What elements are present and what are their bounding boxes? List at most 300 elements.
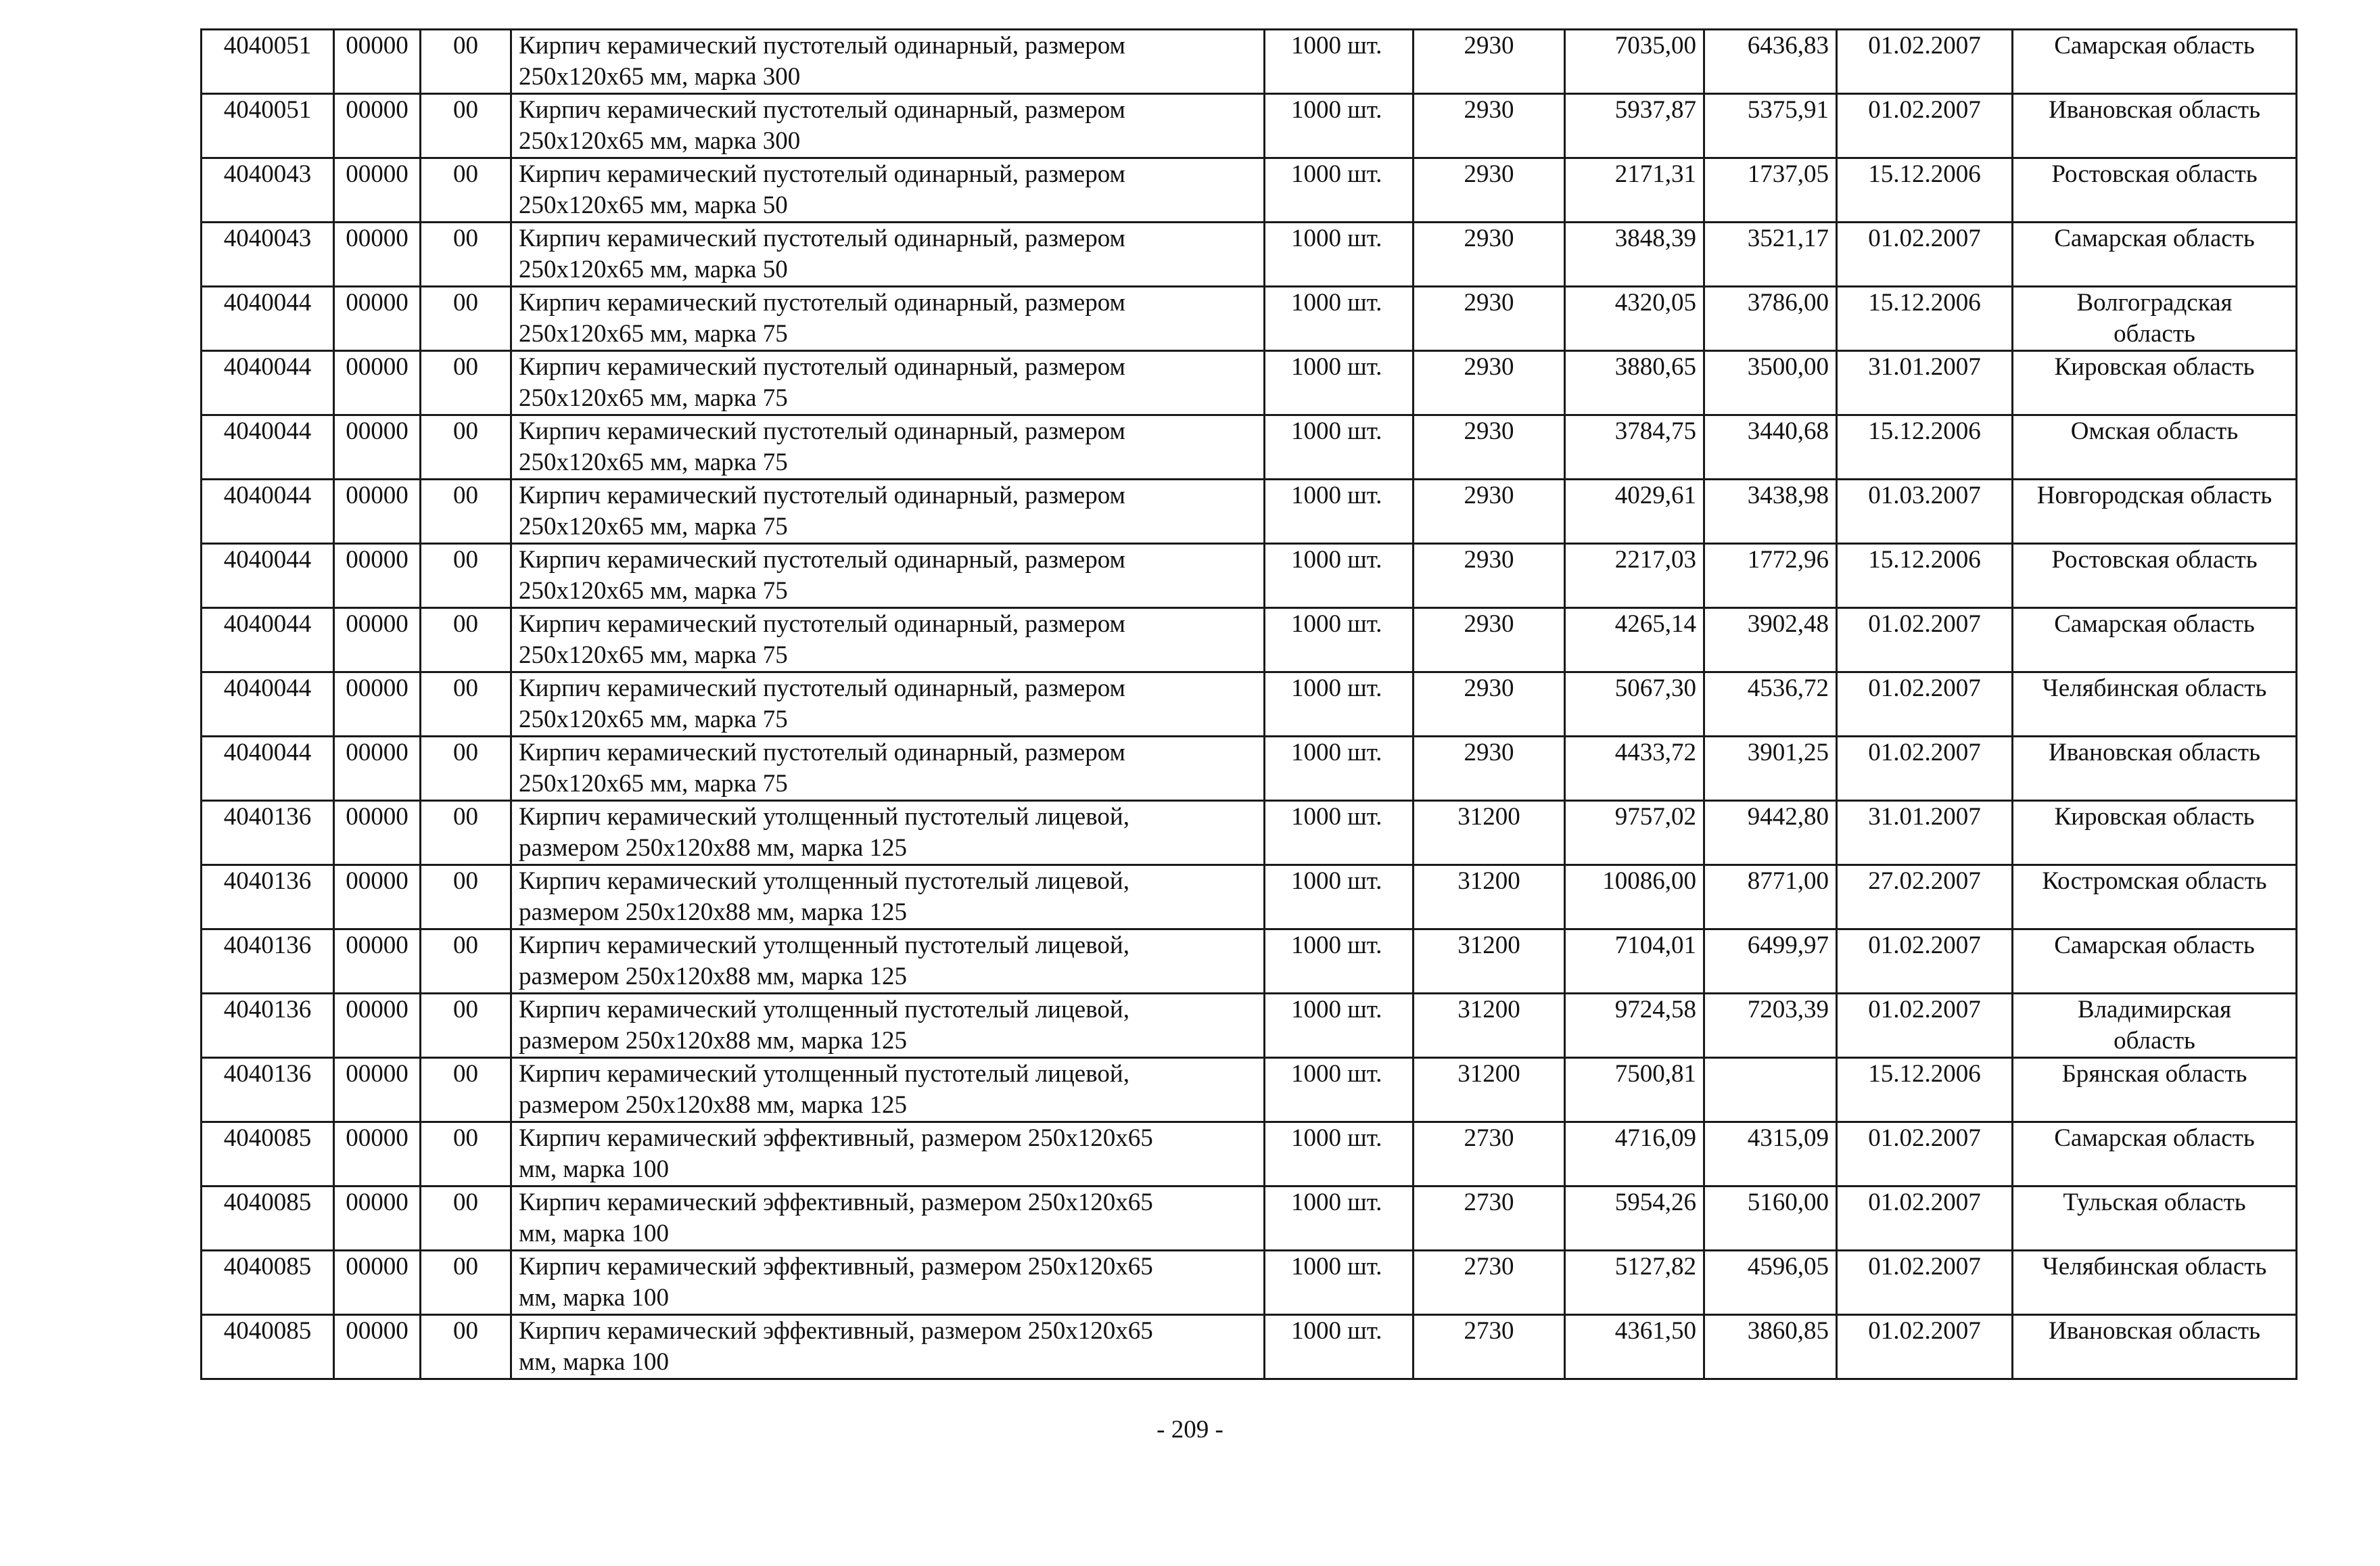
sub-code-cell	[334, 1315, 421, 1379]
price-with-vat-text: 2171,31	[1614, 160, 1696, 188]
price-date-text: 01.02.2007	[1868, 225, 1981, 252]
price-with-vat-text: 5127,82	[1614, 1253, 1696, 1281]
price-date-cell	[1837, 801, 2013, 865]
okp-code-cell	[1414, 929, 1565, 994]
material-name-text: 250х120х65 мм, марка 75	[519, 577, 788, 605]
price-date-text: 15.12.2006	[1868, 289, 1981, 317]
price-without-vat-cell	[1704, 544, 1837, 608]
price-with-vat-text: 4433,72	[1614, 739, 1696, 766]
material-name-text: Кирпич керамический пустотелый одинарный, размером	[519, 610, 1125, 638]
price-with-vat-cell	[1565, 30, 1704, 94]
price-date-cell	[1837, 158, 2013, 223]
price-date-text: 01.03.2007	[1868, 482, 1981, 509]
price-date-cell	[1837, 1315, 2013, 1379]
unit-cell	[1265, 672, 1414, 737]
sub-code-cell	[334, 1058, 421, 1122]
material-name-text: 250х120х65 мм, марка 75	[519, 320, 788, 348]
version-code-text: 00	[453, 739, 478, 766]
material-name-text: Кирпич керамический эффективный, размером 250х120х65	[519, 1124, 1153, 1152]
region-text: Самарская область	[2054, 225, 2255, 252]
sub-code-text: 00000	[346, 482, 409, 509]
price-date-cell	[1837, 415, 2013, 480]
price-without-vat-cell	[1704, 1187, 1837, 1251]
region-cell	[2013, 1315, 2297, 1379]
price-without-vat-cell	[1704, 223, 1837, 287]
region-text: Ростовская область	[2051, 160, 2258, 188]
sub-code-cell	[334, 351, 421, 415]
table-row	[202, 1122, 2297, 1187]
price-date-cell	[1837, 865, 2013, 929]
sub-code-text: 00000	[346, 803, 409, 831]
price-with-vat-text: 4361,50	[1614, 1317, 1696, 1345]
region-text: Костромская область	[2042, 867, 2267, 895]
material-name-text: Кирпич керамический утолщенный пустотелый лицевой,	[519, 803, 1129, 831]
sub-code-cell	[334, 287, 421, 351]
price-date-text: 01.02.2007	[1868, 610, 1981, 638]
price-date-cell	[1837, 929, 2013, 994]
price-with-vat-cell	[1565, 351, 1704, 415]
price-date-cell	[1837, 608, 2013, 672]
unit-cell	[1265, 544, 1414, 608]
unit-text: 1000 шт.	[1291, 739, 1382, 766]
table-row	[202, 30, 2297, 94]
material-name-text: Кирпич керамический пустотелый одинарный, размером	[519, 482, 1125, 509]
table-row	[202, 1187, 2297, 1251]
region-cell	[2013, 1251, 2297, 1315]
unit-text: 1000 шт.	[1291, 996, 1382, 1023]
table-row	[202, 94, 2297, 158]
material-name-cell	[511, 1122, 1265, 1187]
okp-code-cell	[1414, 1251, 1565, 1315]
version-code-cell	[421, 994, 511, 1058]
price-date-text: 01.02.2007	[1868, 32, 1981, 60]
material-code-cell	[202, 544, 334, 608]
material-name-text: мм, марка 100	[519, 1220, 669, 1247]
price-with-vat-cell	[1565, 544, 1704, 608]
price-without-vat-text: 4315,09	[1747, 1124, 1829, 1152]
price-with-vat-text: 3848,39	[1614, 225, 1696, 252]
price-without-vat-cell	[1704, 801, 1837, 865]
sub-code-cell	[334, 30, 421, 94]
region-cell	[2013, 158, 2297, 223]
price-date-cell	[1837, 1058, 2013, 1122]
price-without-vat-cell	[1704, 287, 1837, 351]
sub-code-text: 00000	[346, 1317, 409, 1345]
price-date-cell	[1837, 1251, 2013, 1315]
region-cell	[2013, 1187, 2297, 1251]
unit-text: 1000 шт.	[1291, 1317, 1382, 1345]
sub-code-cell	[334, 223, 421, 287]
material-name-text: размером 250х120х88 мм, марка 125	[519, 1027, 908, 1055]
unit-text: 1000 шт.	[1291, 546, 1382, 574]
material-name-cell	[511, 351, 1265, 415]
table-row	[202, 929, 2297, 994]
okp-code-text: 2930	[1464, 353, 1514, 381]
price-with-vat-cell	[1565, 865, 1704, 929]
price-with-vat-cell	[1565, 94, 1704, 158]
version-code-text: 00	[453, 996, 478, 1023]
material-code-cell	[202, 1122, 334, 1187]
unit-cell	[1265, 158, 1414, 223]
material-code-cell	[202, 737, 334, 801]
unit-text: 1000 шт.	[1291, 1189, 1382, 1216]
price-with-vat-text: 9724,58	[1614, 996, 1696, 1023]
sub-code-text: 00000	[346, 1253, 409, 1281]
okp-code-text: 2930	[1464, 610, 1514, 638]
version-code-text: 00	[453, 289, 478, 317]
unit-text: 1000 шт.	[1291, 32, 1382, 60]
material-code-cell	[202, 1058, 334, 1122]
unit-cell	[1265, 223, 1414, 287]
version-code-cell	[421, 672, 511, 737]
price-without-vat-cell	[1704, 1251, 1837, 1315]
okp-code-cell	[1414, 1122, 1565, 1187]
price-date-cell	[1837, 480, 2013, 544]
okp-code-cell	[1414, 287, 1565, 351]
region-cell	[2013, 865, 2297, 929]
price-without-vat-cell	[1704, 737, 1837, 801]
okp-code-text: 31200	[1457, 803, 1520, 831]
price-date-text: 01.02.2007	[1868, 96, 1981, 124]
sub-code-cell	[334, 158, 421, 223]
version-code-text: 00	[453, 674, 478, 702]
sub-code-text: 00000	[346, 1124, 409, 1152]
price-date-text: 01.02.2007	[1868, 1124, 1981, 1152]
table-row	[202, 1315, 2297, 1379]
region-text: Челябинская область	[2042, 674, 2267, 702]
material-name-cell	[511, 415, 1265, 480]
price-date-cell	[1837, 30, 2013, 94]
price-date-text: 15.12.2006	[1868, 1060, 1981, 1088]
okp-code-cell	[1414, 994, 1565, 1058]
table-row	[202, 415, 2297, 480]
material-code-cell	[202, 287, 334, 351]
material-code-text: 4040085	[223, 1124, 312, 1152]
material-code-text: 4040043	[223, 225, 312, 252]
material-code-cell	[202, 94, 334, 158]
region-text: область	[2114, 1027, 2195, 1055]
region-text: Владимирская	[2077, 996, 2232, 1023]
sub-code-text: 00000	[346, 931, 409, 959]
sub-code-cell	[334, 801, 421, 865]
material-name-text: размером 250х120х88 мм, марка 125	[519, 963, 908, 990]
price-date-text: 01.02.2007	[1868, 674, 1981, 702]
unit-cell	[1265, 801, 1414, 865]
table-row	[202, 801, 2297, 865]
material-name-cell	[511, 94, 1265, 158]
material-name-text: мм, марка 100	[519, 1284, 669, 1312]
material-name-cell	[511, 1315, 1265, 1379]
unit-text: 1000 шт.	[1291, 225, 1382, 252]
price-table-body	[202, 30, 2297, 1379]
material-code-text: 4040043	[223, 160, 312, 188]
material-name-text: 250х120х65 мм, марка 50	[519, 191, 788, 219]
price-without-vat-text: 6436,83	[1747, 32, 1829, 60]
unit-cell	[1265, 287, 1414, 351]
unit-text: 1000 шт.	[1291, 867, 1382, 895]
price-date-text: 15.12.2006	[1868, 546, 1981, 574]
price-without-vat-text: 3860,85	[1747, 1317, 1829, 1345]
material-name-cell	[511, 158, 1265, 223]
material-code-text: 4040044	[223, 482, 312, 509]
unit-text: 1000 шт.	[1291, 1060, 1382, 1088]
region-text: Новгородская область	[2036, 482, 2272, 509]
region-text: Ивановская область	[2049, 1317, 2260, 1345]
price-without-vat-cell	[1704, 480, 1837, 544]
unit-text: 1000 шт.	[1291, 610, 1382, 638]
version-code-cell	[421, 544, 511, 608]
unit-cell	[1265, 351, 1414, 415]
version-code-text: 00	[453, 160, 478, 188]
price-with-vat-cell	[1565, 1251, 1704, 1315]
material-name-text: Кирпич керамический пустотелый одинарный, размером	[519, 353, 1125, 381]
material-name-text: Кирпич керамический утолщенный пустотелый лицевой,	[519, 996, 1129, 1023]
version-code-text: 00	[453, 1124, 478, 1152]
sub-code-cell	[334, 544, 421, 608]
page-number: - 209 -	[1157, 1416, 1223, 1444]
sub-code-text: 00000	[346, 353, 409, 381]
price-without-vat-text: 1737,05	[1747, 160, 1829, 188]
price-without-vat-cell	[1704, 30, 1837, 94]
region-text: Ростовская область	[2051, 546, 2258, 574]
material-code-cell	[202, 1315, 334, 1379]
price-with-vat-text: 10086,00	[1602, 867, 1696, 895]
okp-code-cell	[1414, 737, 1565, 801]
table-row	[202, 480, 2297, 544]
version-code-text: 00	[453, 353, 478, 381]
sub-code-text: 00000	[346, 1060, 409, 1088]
sub-code-cell	[334, 929, 421, 994]
price-without-vat-cell	[1704, 865, 1837, 929]
material-code-text: 4040044	[223, 289, 312, 317]
material-name-cell	[511, 1187, 1265, 1251]
region-text: Омская область	[2070, 417, 2239, 445]
unit-cell	[1265, 608, 1414, 672]
okp-code-text: 2730	[1464, 1189, 1514, 1216]
price-with-vat-text: 7035,00	[1614, 32, 1696, 60]
sub-code-text: 00000	[346, 225, 409, 252]
price-date-text: 01.02.2007	[1868, 1189, 1981, 1216]
material-name-text: Кирпич керамический пустотелый одинарный, размером	[519, 739, 1125, 766]
region-cell	[2013, 480, 2297, 544]
price-without-vat-text: 3500,00	[1747, 353, 1829, 381]
version-code-text: 00	[453, 1189, 478, 1216]
region-cell	[2013, 737, 2297, 801]
material-name-cell	[511, 608, 1265, 672]
material-name-text: Кирпич керамический утолщенный пустотелый лицевой,	[519, 1060, 1129, 1088]
okp-code-text: 31200	[1457, 867, 1520, 895]
okp-code-text: 2930	[1464, 546, 1514, 574]
table-row	[202, 223, 2297, 287]
price-with-vat-cell	[1565, 415, 1704, 480]
sub-code-cell	[334, 1251, 421, 1315]
version-code-cell	[421, 865, 511, 929]
material-code-cell	[202, 865, 334, 929]
version-code-text: 00	[453, 225, 478, 252]
material-code-text: 4040044	[223, 417, 312, 445]
okp-code-text: 31200	[1457, 996, 1520, 1023]
material-name-text: Кирпич керамический пустотелый одинарный, размером	[519, 160, 1125, 188]
version-code-cell	[421, 30, 511, 94]
okp-code-cell	[1414, 94, 1565, 158]
version-code-text: 00	[453, 482, 478, 509]
price-date-text: 15.12.2006	[1868, 160, 1981, 188]
price-with-vat-text: 9757,02	[1614, 803, 1696, 831]
material-name-cell	[511, 672, 1265, 737]
version-code-cell	[421, 801, 511, 865]
table-row	[202, 672, 2297, 737]
material-name-cell	[511, 223, 1265, 287]
version-code-text: 00	[453, 417, 478, 445]
price-with-vat-text: 5937,87	[1614, 96, 1696, 124]
sub-code-text: 00000	[346, 867, 409, 895]
table-row	[202, 737, 2297, 801]
version-code-cell	[421, 737, 511, 801]
version-code-cell	[421, 287, 511, 351]
sub-code-cell	[334, 415, 421, 480]
material-name-text: Кирпич керамический пустотелый одинарный, размером	[519, 674, 1125, 702]
price-without-vat-cell	[1704, 351, 1837, 415]
price-date-text: 01.02.2007	[1868, 739, 1981, 766]
material-code-text: 4040136	[223, 803, 312, 831]
material-name-cell	[511, 801, 1265, 865]
sub-code-text: 00000	[346, 1189, 409, 1216]
version-code-cell	[421, 608, 511, 672]
material-name-cell	[511, 929, 1265, 994]
price-date-text: 01.02.2007	[1868, 931, 1981, 959]
region-text: Тульская область	[2063, 1189, 2246, 1216]
region-text: Брянская область	[2061, 1060, 2247, 1088]
price-date-text: 31.01.2007	[1868, 803, 1981, 831]
material-code-cell	[202, 1187, 334, 1251]
price-without-vat-text: 4536,72	[1747, 674, 1829, 702]
price-with-vat-text: 7104,01	[1614, 931, 1696, 959]
material-name-text: Кирпич керамический пустотелый одинарный, размером	[519, 417, 1125, 445]
okp-code-text: 2730	[1464, 1124, 1514, 1152]
price-with-vat-cell	[1565, 608, 1704, 672]
region-cell	[2013, 287, 2297, 351]
material-name-text: 250х120х65 мм, марка 75	[519, 513, 788, 540]
region-text: область	[2114, 320, 2195, 348]
material-code-text: 4040044	[223, 739, 312, 766]
okp-code-text: 2930	[1464, 739, 1514, 766]
price-with-vat-text: 7500,81	[1614, 1060, 1696, 1088]
sub-code-cell	[334, 737, 421, 801]
price-with-vat-text: 5954,26	[1614, 1189, 1696, 1216]
okp-code-text: 2930	[1464, 417, 1514, 445]
price-without-vat-cell	[1704, 1315, 1837, 1379]
material-name-text: 250х120х65 мм, марка 75	[519, 770, 788, 798]
unit-text: 1000 шт.	[1291, 160, 1382, 188]
price-date-text: 01.02.2007	[1868, 1317, 1981, 1345]
table-row	[202, 994, 2297, 1058]
region-text: Ивановская область	[2049, 739, 2260, 766]
material-code-cell	[202, 801, 334, 865]
unit-cell	[1265, 480, 1414, 544]
material-name-text: Кирпич керамический эффективный, размером 250х120х65	[519, 1253, 1153, 1281]
material-name-text: Кирпич керамический утолщенный пустотелый лицевой,	[519, 931, 1129, 959]
material-name-text: размером 250х120х88 мм, марка 125	[519, 1091, 908, 1119]
material-code-cell	[202, 223, 334, 287]
material-name-text: Кирпич керамический эффективный, размером 250х120х65	[519, 1189, 1153, 1216]
material-name-cell	[511, 480, 1265, 544]
okp-code-cell	[1414, 480, 1565, 544]
version-code-cell	[421, 1315, 511, 1379]
material-name-text: 250х120х65 мм, марка 75	[519, 641, 788, 669]
price-with-vat-cell	[1565, 287, 1704, 351]
okp-code-cell	[1414, 30, 1565, 94]
version-code-text: 00	[453, 610, 478, 638]
price-with-vat-cell	[1565, 929, 1704, 994]
okp-code-cell	[1414, 608, 1565, 672]
version-code-text: 00	[453, 931, 478, 959]
unit-cell	[1265, 415, 1414, 480]
material-name-text: Кирпич керамический пустотелый одинарный, размером	[519, 546, 1125, 574]
material-name-text: Кирпич керамический пустотелый одинарный, размером	[519, 32, 1125, 60]
unit-text: 1000 шт.	[1291, 1253, 1382, 1281]
unit-cell	[1265, 1251, 1414, 1315]
price-with-vat-cell	[1565, 672, 1704, 737]
material-name-text: 250х120х65 мм, марка 75	[519, 448, 788, 476]
okp-code-text: 2930	[1464, 96, 1514, 124]
unit-text: 1000 шт.	[1291, 803, 1382, 831]
price-without-vat-cell	[1704, 415, 1837, 480]
price-without-vat-text: 3440,68	[1747, 417, 1829, 445]
region-text: Кировская область	[2054, 803, 2255, 831]
region-cell	[2013, 994, 2297, 1058]
unit-cell	[1265, 1315, 1414, 1379]
material-name-text: Кирпич керамический пустотелый одинарный, размером	[519, 289, 1125, 317]
material-code-text: 4040085	[223, 1189, 312, 1216]
table-row	[202, 158, 2297, 223]
region-cell	[2013, 608, 2297, 672]
okp-code-cell	[1414, 223, 1565, 287]
unit-text: 1000 шт.	[1291, 482, 1382, 509]
price-without-vat-cell	[1704, 994, 1837, 1058]
table-row	[202, 287, 2297, 351]
version-code-cell	[421, 1187, 511, 1251]
sub-code-text: 00000	[346, 96, 409, 124]
okp-code-cell	[1414, 544, 1565, 608]
okp-code-cell	[1414, 1315, 1565, 1379]
price-date-text: 01.02.2007	[1868, 996, 1981, 1023]
material-name-text: мм, марка 100	[519, 1348, 669, 1376]
price-date-text: 31.01.2007	[1868, 353, 1981, 381]
table-row	[202, 1251, 2297, 1315]
unit-text: 1000 шт.	[1291, 674, 1382, 702]
material-name-cell	[511, 865, 1265, 929]
price-without-vat-text: 3521,17	[1747, 225, 1829, 252]
material-code-text: 4040136	[223, 1060, 312, 1088]
price-table	[200, 28, 2297, 1380]
okp-code-cell	[1414, 672, 1565, 737]
price-with-vat-cell	[1565, 737, 1704, 801]
sub-code-text: 00000	[346, 160, 409, 188]
material-name-text: Кирпич керамический пустотелый одинарный, размером	[519, 225, 1125, 252]
sub-code-cell	[334, 1187, 421, 1251]
unit-text: 1000 шт.	[1291, 417, 1382, 445]
unit-cell	[1265, 30, 1414, 94]
okp-code-cell	[1414, 801, 1565, 865]
material-code-text: 4040051	[223, 32, 312, 60]
region-cell	[2013, 223, 2297, 287]
region-text: Самарская область	[2054, 32, 2255, 60]
region-text: Кировская область	[2054, 353, 2255, 381]
price-with-vat-cell	[1565, 1187, 1704, 1251]
material-name-text: размером 250х120х88 мм, марка 125	[519, 898, 908, 926]
region-text: Самарская область	[2054, 610, 2255, 638]
sub-code-cell	[334, 608, 421, 672]
